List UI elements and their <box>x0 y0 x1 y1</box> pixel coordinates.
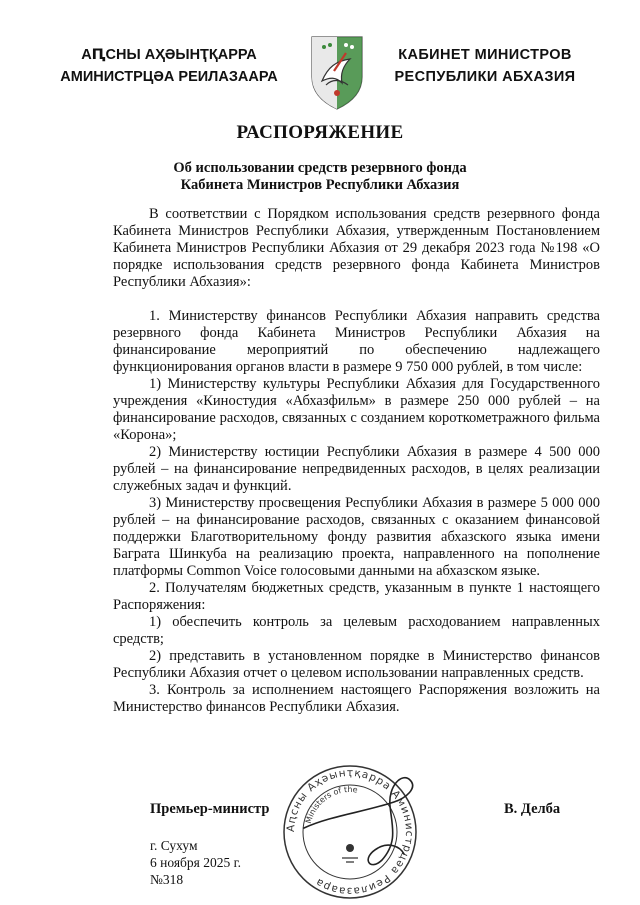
cabinet-name-russian-line2: РЕСПУБЛИКИ АБХАЗИЯ <box>394 69 576 85</box>
footer-city: г. Сухум <box>150 838 198 853</box>
document-footer <box>150 837 241 888</box>
paragraph-2: 2. Получателям бюджетных средств, указанным в пункте 1 настоящего Распоряжения: <box>113 580 600 613</box>
paragraph-1: 1. Министерству финансов Республики Абхазия направить средства резервного фонда Кабинета Министров Республики Абхазия на финансирование мероприятий по обеспечению надлежащего функционирования органов власти в размере 9 750 000 рублей, в том числе: <box>113 308 600 375</box>
document-subject <box>60 160 580 194</box>
subject-line-2: Кабинета Министров Республики Абхазия <box>180 177 460 193</box>
signatory-position: Премьер-министр <box>150 801 270 817</box>
footer-number: №318 <box>150 872 184 887</box>
document-title: РАСПОРЯЖЕНИЕ <box>236 122 404 143</box>
cabinet-name-russian <box>380 44 590 88</box>
ministry-name-abkhaz-line2: АМИНИСТРЦӘА РЕИЛАЗААРА <box>60 69 278 85</box>
ministry-name-abkhaz <box>48 44 290 88</box>
seal-inner-text: Ministers of the <box>303 784 359 825</box>
footer-date: 6 ноября 2025 г. <box>150 855 242 870</box>
paragraph-2-item-1: 1) обеспечить контроль за целевым расходованием направленных средств; <box>113 614 600 647</box>
document-body <box>113 206 600 716</box>
state-emblem-icon <box>306 33 368 111</box>
official-seal-stamp <box>270 762 430 902</box>
subject-line-1: Об использовании средств резервного фонда <box>173 160 467 176</box>
paragraph-1-item-2: 2) Министерству юстиции Республики Абхазия в размере 4 500 000 рублей – на финансирование непредвиденных расходов, в целях реализации служебных задач и функций. <box>113 444 600 494</box>
ministry-name-abkhaz-line1: АԤСНЫ АҲӘЫНҬҚАРРА <box>81 47 257 63</box>
paragraph-1-item-1: 1) Министерству культуры Республики Абхазия для Государственного учреждения «Киностудия «Абхазфильм» в размере 250 000 рублей – на финансирование расходов, связанных с созданием короткометражного фильма «Корона»; <box>113 376 600 443</box>
preamble-paragraph: В соответствии с Порядком использования средств резервного фонда Кабинета Министров Республики Абхазия, утвержденным Постановлением Кабинета Министров Республики Абхазия от 29 декабря 2023 года №198 «О порядке использования средств резервного фонда Кабинета Министров Республики Абхазия»: <box>113 206 600 290</box>
cabinet-name-russian-line1: КАБИНЕТ МИНИСТРОВ <box>398 47 572 63</box>
paragraph-2-item-2: 2) представить в установленном порядке в Министерство финансов Республики Абхазия отчет о целевом использовании направленных средств. <box>113 648 600 681</box>
seal-outer-text: Аԥсны Аҳәынҭқарра Аминистрцәа Реилазаара <box>284 766 416 898</box>
paragraph-3: 3. Контроль за исполнением настоящего Распоряжения возложить на Министерство финансов Республики Абхазия. <box>113 682 600 715</box>
signatory-name: В. Делба <box>504 801 561 817</box>
paragraph-1-item-3: 3) Министерству просвещения Республики Абхазия в размере 5 000 000 рублей – на финансирование расходов, связанных с оказанием финансовой поддержки Благотворительному фонду развития абхазского языка имени Баграта Шинкуба на реализацию проекта, направленного на пополнение платформы Common Voice голосовыми данными на абхазском языке. <box>113 495 600 579</box>
